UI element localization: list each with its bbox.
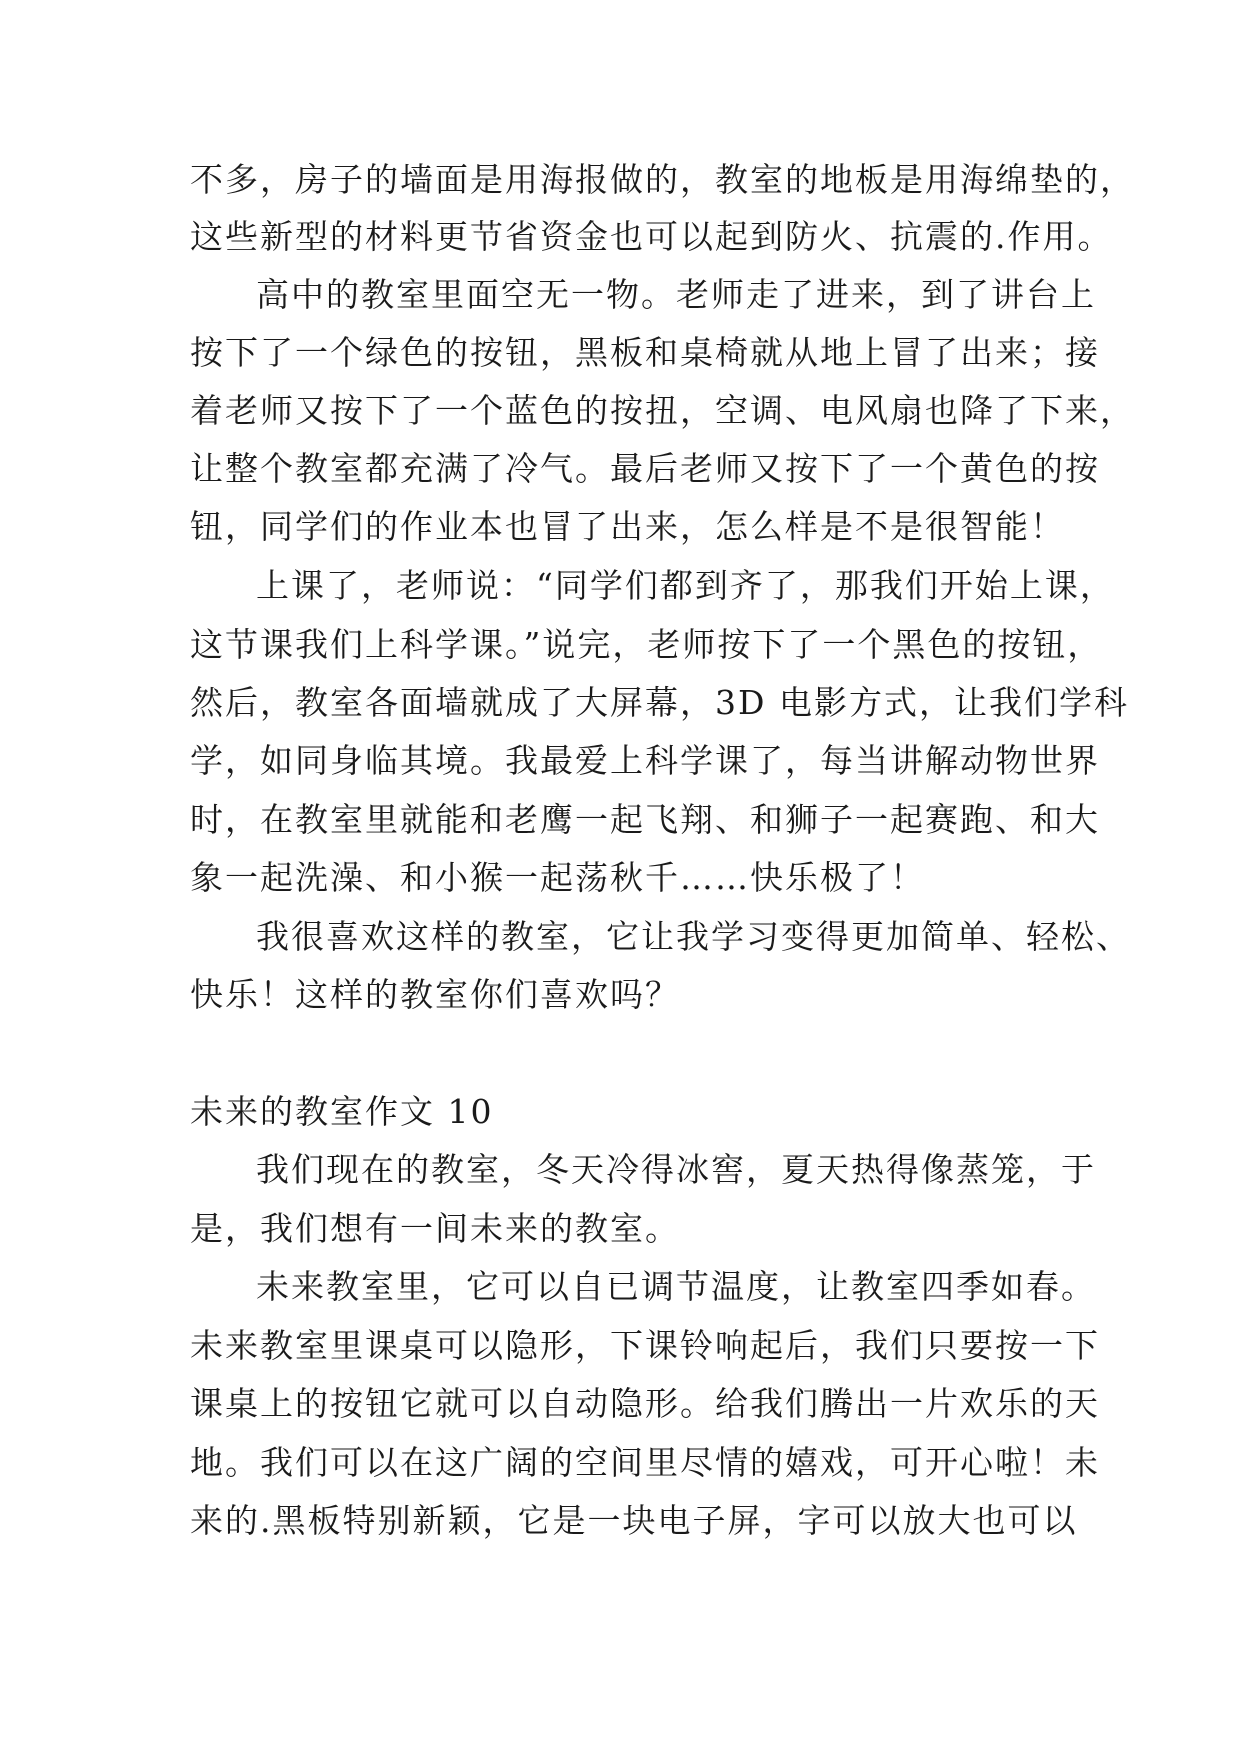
text-line: 我很喜欢这样的教室，它让我学习变得更加简单、轻松、 xyxy=(256,917,1131,956)
text-line: 上课了，老师说：“同学们都到齐了，那我们开始上课， xyxy=(256,566,1115,605)
text-line: 是，我们想有一间未来的教室。 xyxy=(190,1209,680,1248)
text-line: 来的.黑板特别新颖，它是一块电子屏，字可以放大也可以 xyxy=(190,1501,1078,1540)
text-line: 这节课我们上科学课。”说完，老师按下了一个黑色的按钮， xyxy=(190,625,1103,664)
text-line: 未来教室里，它可以自已调节温度，让教室四季如春。 xyxy=(256,1267,1096,1306)
text-line: 然后，教室各面墙就成了大屏幕，3D 电影方式，让我们学科 xyxy=(190,683,1129,722)
text-line: 这些新型的材料更节省资金也可以起到防火、抗震的.作用。 xyxy=(190,217,1113,256)
text-line: 地。我们可以在这广阔的空间里尽情的嬉戏，可开心啦！未 xyxy=(190,1443,1100,1482)
section-heading: 未来的教室作文 10 xyxy=(190,1092,494,1131)
text-line: 按下了一个绿色的按钮，黑板和桌椅就从地上冒了出来；接 xyxy=(190,333,1100,372)
text-line: 快乐！这样的教室你们喜欢吗？ xyxy=(190,975,680,1014)
text-line: 着老师又按下了一个蓝色的按扭，空调、电风扇也降了下来， xyxy=(190,391,1135,430)
text-line: 象一起洗澡、和小猴一起荡秋千……快乐极了！ xyxy=(190,858,925,897)
text-line: 未来教室里课桌可以隐形，下课铃响起后，我们只要按一下 xyxy=(190,1326,1100,1365)
text-line: 钮，同学们的作业本也冒了出来，怎么样是不是很智能！ xyxy=(190,507,1065,546)
text-line: 不多，房子的墙面是用海报做的，教室的地板是用海绵垫的， xyxy=(190,160,1135,199)
text-line: 高中的教室里面空无一物。老师走了进来，到了讲台上 xyxy=(256,275,1096,314)
text-line: 时，在教室里就能和老鹰一起飞翔、和狮子一起赛跑、和大 xyxy=(190,800,1100,839)
text-line: 我们现在的教室，冬天冷得冰窖，夏天热得像蒸笼，于 xyxy=(256,1150,1096,1189)
text-line: 让整个教室都充满了冷气。最后老师又按下了一个黄色的按 xyxy=(190,449,1100,488)
text-line: 课桌上的按钮它就可以自动隐形。给我们腾出一片欢乐的天 xyxy=(190,1384,1100,1423)
text-line: 学，如同身临其境。我最爱上科学课了，每当讲解动物世界 xyxy=(190,741,1100,780)
